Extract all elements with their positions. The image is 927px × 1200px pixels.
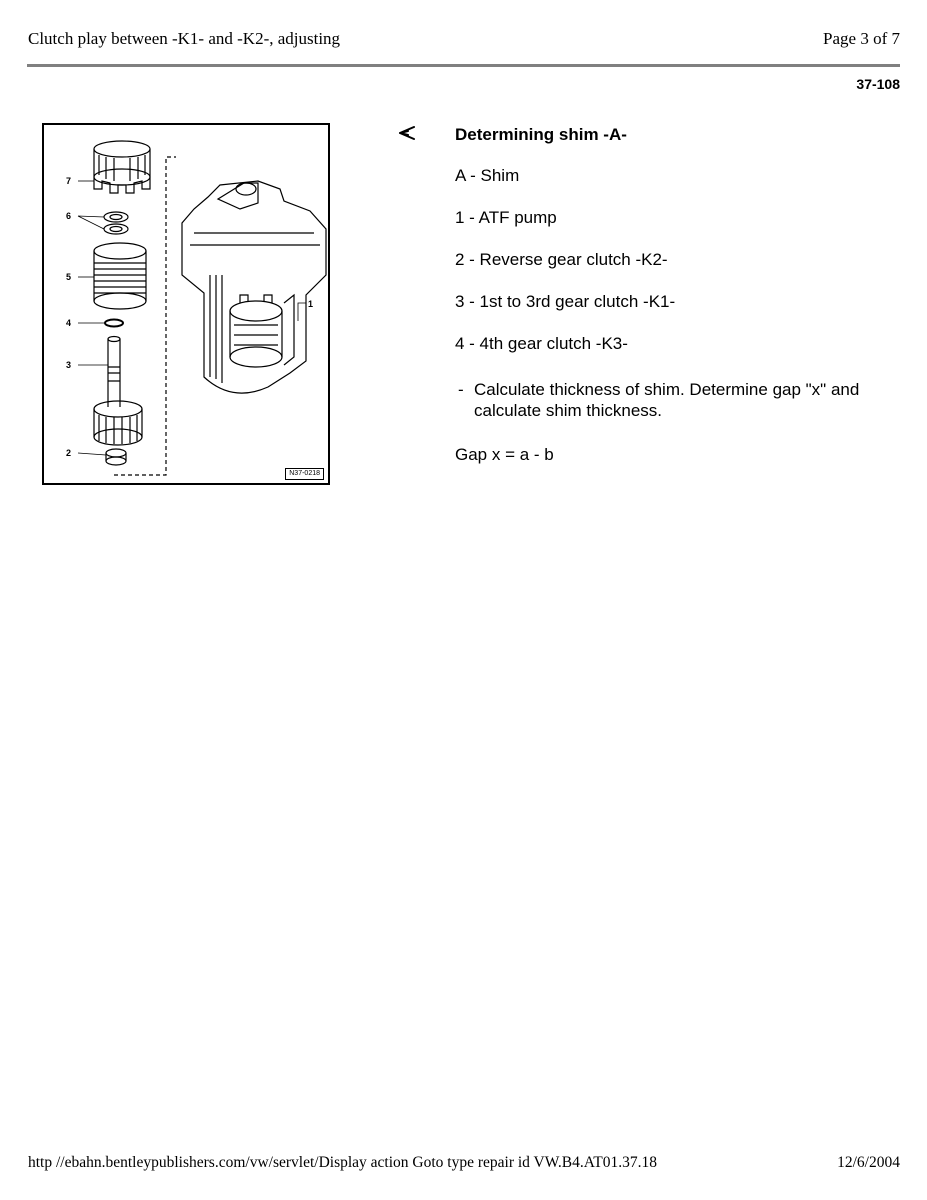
figure-code: N37-0218 xyxy=(285,468,324,480)
callout-7: 7 xyxy=(66,176,72,186)
callout-3: 3 xyxy=(66,360,72,370)
callout-1: 1 xyxy=(308,299,314,309)
legend-item-k1: 3 - 1st to 3rd gear clutch -K1- xyxy=(455,292,676,311)
footer-url: http //ebahn.bentleypublishers.com/vw/servlet/Display action Goto type repair id VW.B4.AT01.37.18 xyxy=(28,1154,657,1171)
callout-2: 2 xyxy=(66,448,72,458)
section-heading: Determining shim -A- xyxy=(455,125,627,144)
legend-item-shim: A - Shim xyxy=(455,166,520,185)
legend-item-k2: 2 - Reverse gear clutch -K2- xyxy=(455,250,668,269)
footer-date: 12/6/2004 xyxy=(837,1154,900,1171)
gap-formula: Gap x = a - b xyxy=(455,445,554,464)
exploded-diagram-figure xyxy=(42,123,330,485)
page-title: Clutch play between -K1- and -K2-, adjusting xyxy=(28,29,341,48)
callout-4: 4 xyxy=(66,318,72,328)
figure-pointer-arrow-icon xyxy=(398,125,416,141)
callout-6: 6 xyxy=(66,211,72,221)
transmission-exploded-illustration xyxy=(44,125,328,483)
page-counter: Page 3 of 7 xyxy=(823,29,900,48)
instruction-text: Calculate thickness of shim. Determine gap "x" and calculate shim thickness. xyxy=(474,380,860,420)
legend-item-k3: 4 - 4th gear clutch -K3- xyxy=(455,334,628,353)
document-number: 37-108 xyxy=(856,76,900,92)
legend-item-atf-pump: 1 - ATF pump xyxy=(455,208,557,227)
instruction-bullet: - xyxy=(458,380,464,399)
header-divider xyxy=(27,64,900,67)
callout-5: 5 xyxy=(66,272,72,282)
page-footer xyxy=(28,1154,900,1172)
